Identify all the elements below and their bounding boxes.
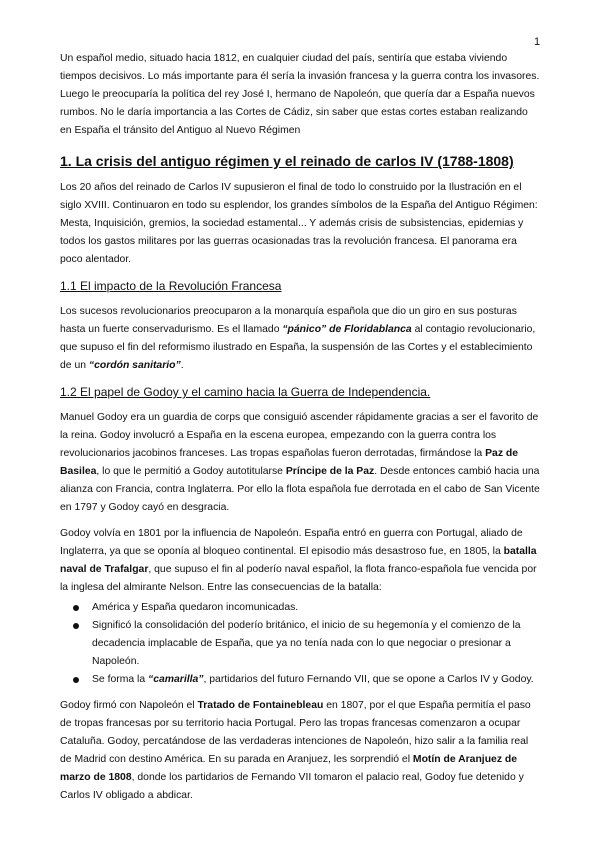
list-item: Significó la consolidación del poderío británico, el inicio de su hegemonía y el comienzo de la decadencia implacable de España, que ya no tenía nada con lo que negociar o presionar a Napoleón. [60,617,542,671]
camarilla-term: “camarilla” [148,674,204,685]
section-1-paragraph: Los 20 años del reinado de Carlos IV supusieron el final de todo lo construido por la Ilustración en el siglo XVIII. Continuaron en todo su esplendor, los grandes símbolos de la España del Antiguo Régimen: Mesta, Inquisición, gremios, la sociedad estamental... Y además crisis de subsistencias, epidemias y todos los gastos militares por las guerras ocasionadas tras la revolución francesa. El panorama era poco alentador. [60,182,538,265]
consequences-list [60,599,542,689]
document-body [60,50,542,805]
section-1-1-paragraph: Los sucesos revolucionarios preocuparon a la monarquía española que dio un giro en sus posturas hasta un fuerte conservadurismo. Es el llamado “pánico” de Floridablanca al contagio revolucionario, que supuso el fin del reformismo ilustrado en España, la suspensión de las Cortes y el establecimiento de un “cordón sanitario”. [60,306,536,371]
bullet-icon [73,605,79,611]
list-item: Se forma la “camarilla”, partidarios del futuro Fernando VII, que se opone a Carlos IV y Godoy. [60,671,542,689]
paz-de-basilea-term: Paz de Basilea [60,448,519,477]
tratado-fontainebleau-term: Tratado de Fontainebleau [197,700,324,711]
principe-de-la-paz-term: Príncipe de la Paz [285,466,375,477]
list-item: América y España quedaron incomunicadas. [60,599,542,617]
bullet-icon [73,623,79,629]
section-1-2-heading: 1.2 El papel de Godoy y el camino hacia la Guerra de Independencia. [60,385,431,399]
panico-floridablanca-term: “pánico” de Floridablanca [282,324,412,335]
section-1-1-heading: 1.1 El impacto de la Revolución Francesa [60,279,282,293]
cordon-sanitario-term: “cordón sanitario” [88,360,181,371]
page-number: 1 [534,36,541,48]
fontainebleau-paragraph: Godoy firmó con Napoleón el Tratado de Fontainebleau en 1807, por el que España permitía el paso de tropas francesas por su territorio hacia Portugal. Pero las tropas francesas comenzaron a ocupar Cataluña. Godoy, percatándose de las verdaderas intenciones de Napoleón, hizo salir a la familia real de Madrid con destino América. En su parada en Aranjuez, les sorprendió el Motín de Aranjuez de marzo de 1808, donde los partidarios de Fernando VII tomaron el palacio real, Godoy fue detenido y Carlos IV obligado a abdicar. [60,700,531,801]
bullet-icon [73,677,79,683]
intro-paragraph: Un español medio, situado hacia 1812, en cualquier ciudad del país, sentiría que estaba viviendo tiempos decisivos. Lo más importante para él sería la invasión francesa y la guerra contra los invasores. Luego le preocuparía la política del rey José I, hermano de Napoleón, que quería dar a España nuevos rumbos. No le daría importancia a las Cortes de Cádiz, sin saber que estas cortes estaban realizando en España el tránsito del Antiguo al Nuevo Régimen [60,53,540,136]
trafalgar-paragraph: Godoy volvía en 1801 por la influencia de Napoleón. España entró en guerra con Portugal, aliado de Inglaterra, ya que se oponía al bloqueo continental. El episodio más desastroso fue, en 1805, la batalla naval de Trafalgar, que supuso el fin al poderío naval español, la flota franco-española fue vencida por la inglesa del almirante Nelson. Entre las consecuencias de la batalla: [60,528,537,593]
motin-aranjuez-term: Motín de Aranjuez de marzo de 1808 [60,754,518,783]
section-1-heading: 1. La crisis del antiguo régimen y el reinado de carlos IV (1788-1808) [60,153,514,169]
trafalgar-term: batalla naval de Trafalgar [60,546,537,575]
godoy-paragraph: Manuel Godoy era un guardia de corps que consiguió ascender rápidamente gracias a ser el favorito de la reina. Godoy involucró a España en la escena europea, empezando con la guerra contra los revolucionarios jacobinos franceses. Las tropas españolas fueron derrotadas, firmándose la Paz de Basilea, lo que le permitió a Godoy autotitularse Príncipe de la Paz. Desde entonces cambió hacia una alianza con Francia, contra Inglaterra. Por ello la flota española fue derrotada en el cabo de San Vicente en 1797 y Godoy cayó en desgracia. [60,412,540,513]
